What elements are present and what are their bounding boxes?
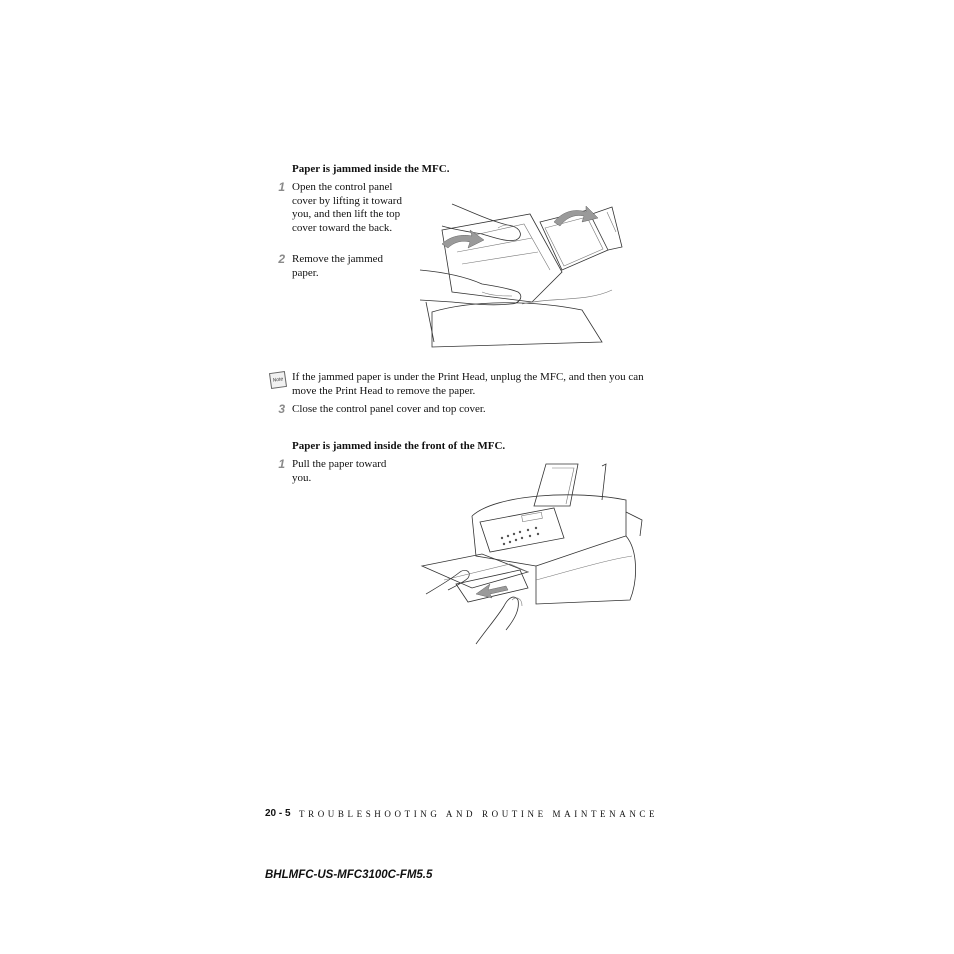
step-number: 1 bbox=[278, 457, 285, 471]
step-text: Close the control panel cover and top cover. bbox=[292, 403, 486, 415]
step-text: Open the control panel cover by lifting it toward you, and then lift the top cover toward the back. bbox=[292, 181, 402, 234]
section2-heading: Paper is jammed inside the front of the MFC. bbox=[292, 440, 506, 452]
step-text: Pull the paper toward you. bbox=[292, 458, 387, 484]
illustration-open-covers bbox=[412, 192, 624, 352]
note-text: If the jammed paper is under the Print Head, unplug the MFC, and then you can move the Print Head to remove the paper. bbox=[292, 371, 644, 397]
illustration-pull-paper bbox=[416, 460, 644, 650]
note-icon: Note bbox=[269, 371, 287, 389]
step-text: Remove the jammed paper. bbox=[292, 253, 384, 279]
running-footer-title: TROUBLESHOOTING AND ROUTINE MAINTENANCE bbox=[299, 809, 659, 819]
step-number: 3 bbox=[278, 402, 285, 416]
document-id: BHLMFC-US-MFC3100C-FM5.5 bbox=[265, 869, 433, 881]
step-number: 2 bbox=[278, 252, 285, 266]
step-number: 1 bbox=[278, 180, 285, 194]
section1-heading: Paper is jammed inside the MFC. bbox=[292, 163, 450, 175]
page-number: 20 - 5 bbox=[265, 808, 291, 819]
